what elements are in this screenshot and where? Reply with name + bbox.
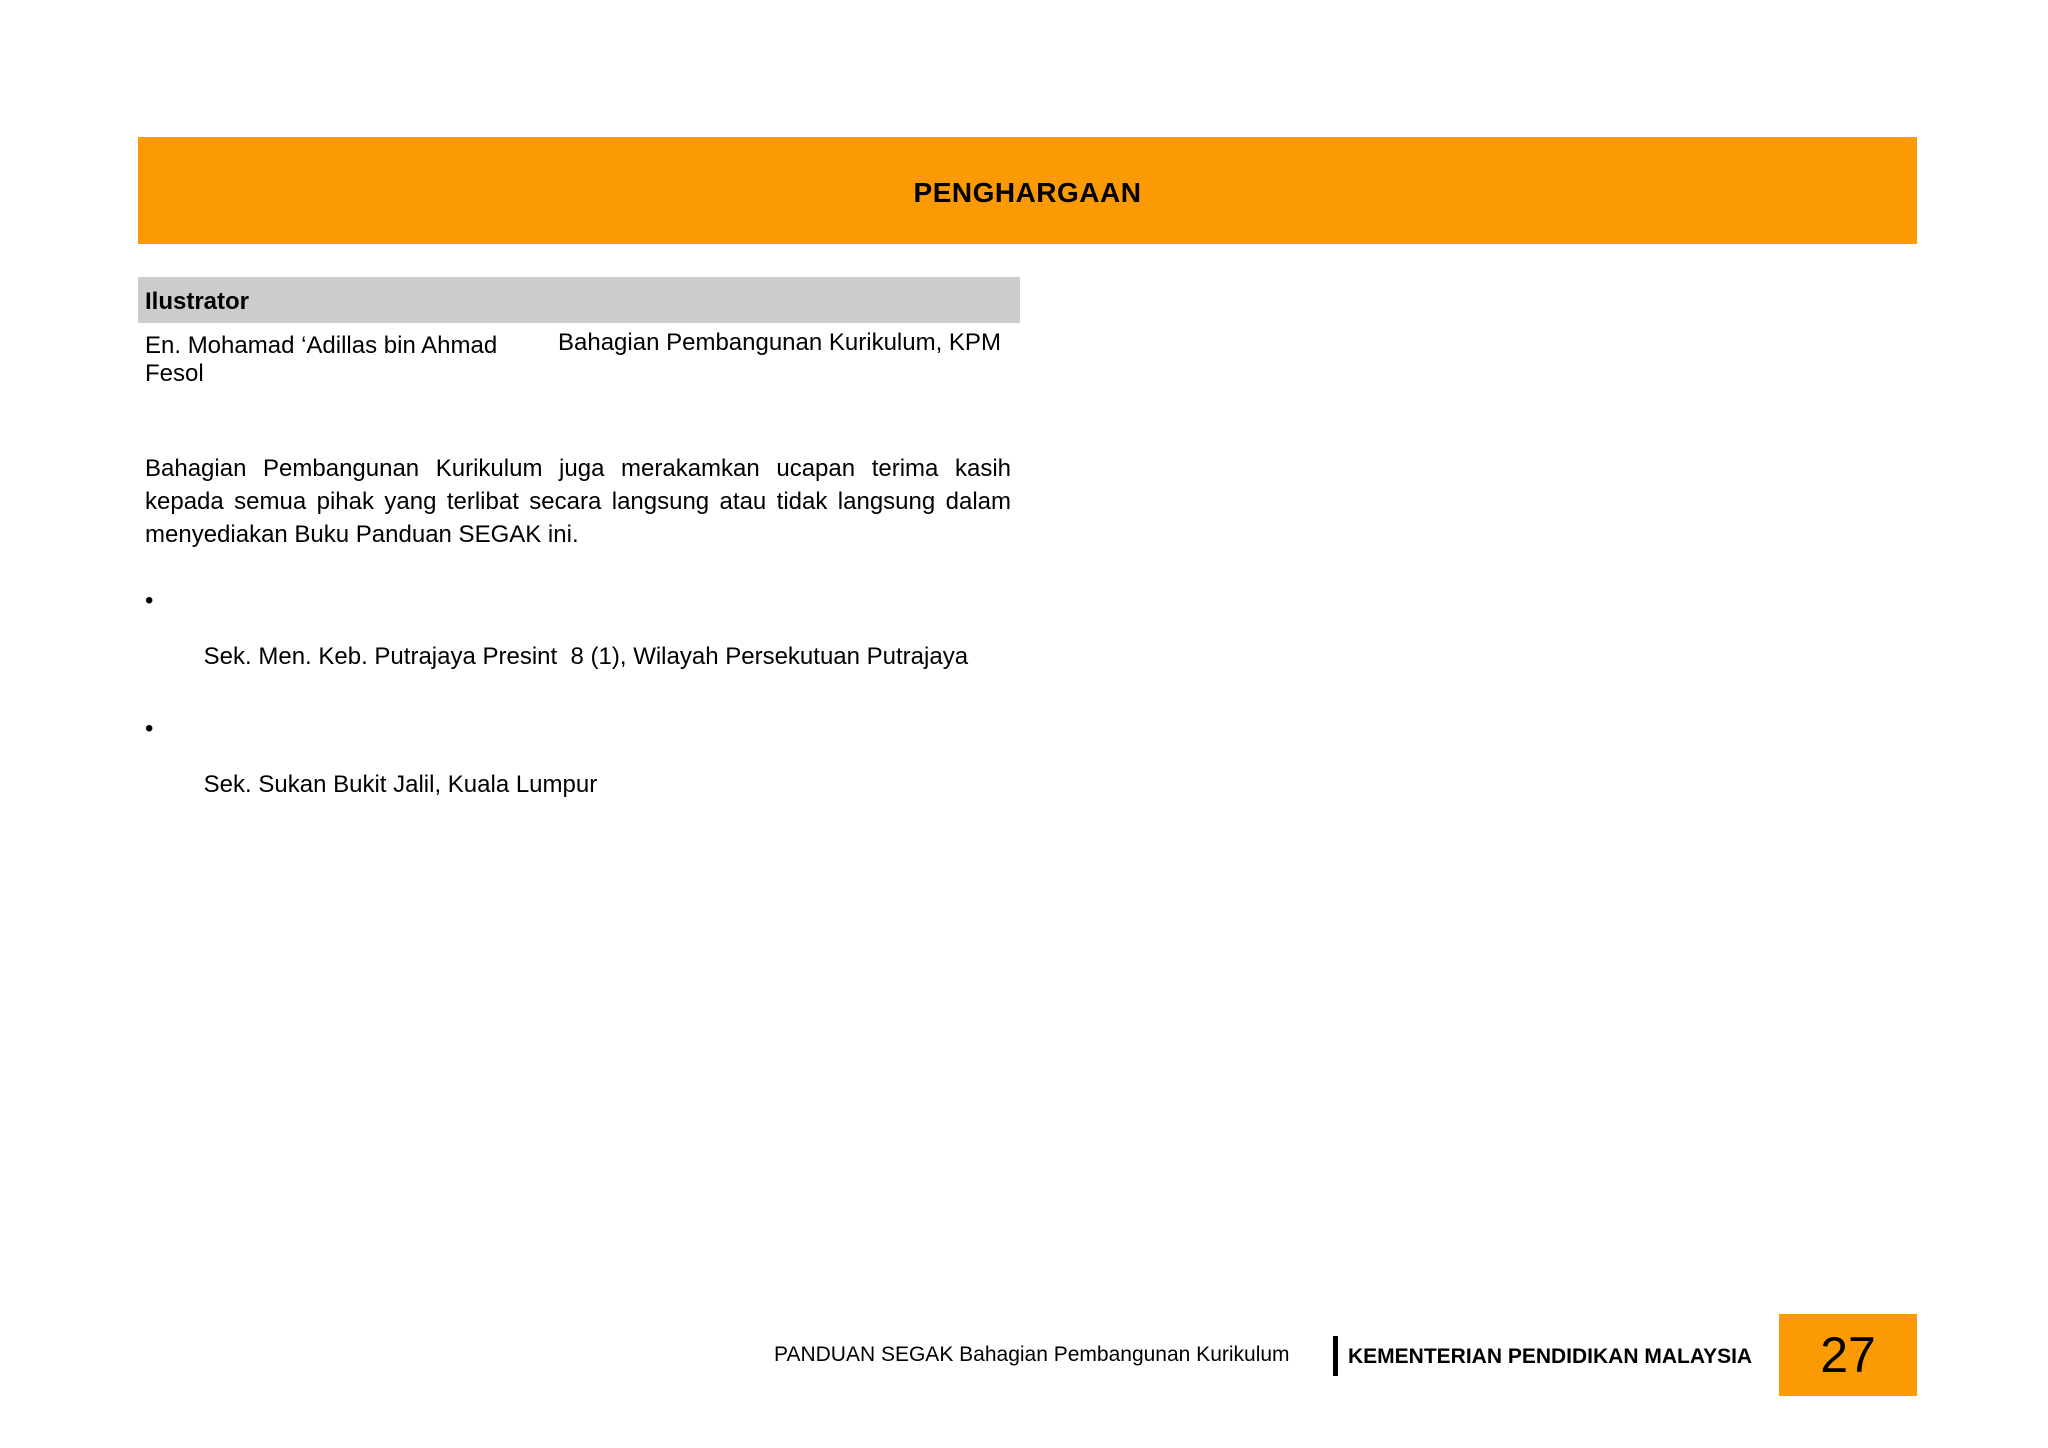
page-title: PENGHARGAAN (913, 176, 1142, 208)
footer-publication: PANDUAN SEGAK Bahagian Pembangunan Kurikulum (774, 1343, 1290, 1366)
illustrator-name: En. Mohamad ‘Adillas bin Ahmad Fesol (145, 332, 498, 387)
illustrator-section-label: Ilustrator (145, 287, 250, 315)
bullet-icon: • (145, 715, 154, 742)
list-item (145, 587, 968, 699)
page-number-badge (1779, 1314, 1917, 1396)
illustrator-organisation: Bahagian Pembangunan Kurikulum, KPM (558, 329, 1001, 356)
school-name: Sek. Sukan Bukit Jalil, Kuala Lumpur (203, 771, 598, 798)
list-item (145, 715, 968, 827)
acknowledgement-paragraph: Bahagian Pembangunan Kurikulum juga merakamkan ucapan terima kasih kepada semua pihak yang terlibat secara langsung atau tidak langsung dalam menyediakan Buku Panduan SEGAK ini. (145, 455, 1011, 548)
page-number: 27 (1820, 1327, 1876, 1383)
school-list (145, 587, 968, 843)
footer-ministry: KEMENTERIAN PENDIDIKAN MALAYSIA (1348, 1345, 1753, 1368)
footer-divider (1333, 1336, 1338, 1376)
bullet-icon: • (145, 587, 154, 614)
illustrator-section-header (138, 277, 1020, 323)
school-name: Sek. Men. Keb. Putrajaya Presint 8 (1), Wilayah Persekutuan Putrajaya (203, 643, 969, 670)
page-title-banner (138, 137, 1917, 244)
